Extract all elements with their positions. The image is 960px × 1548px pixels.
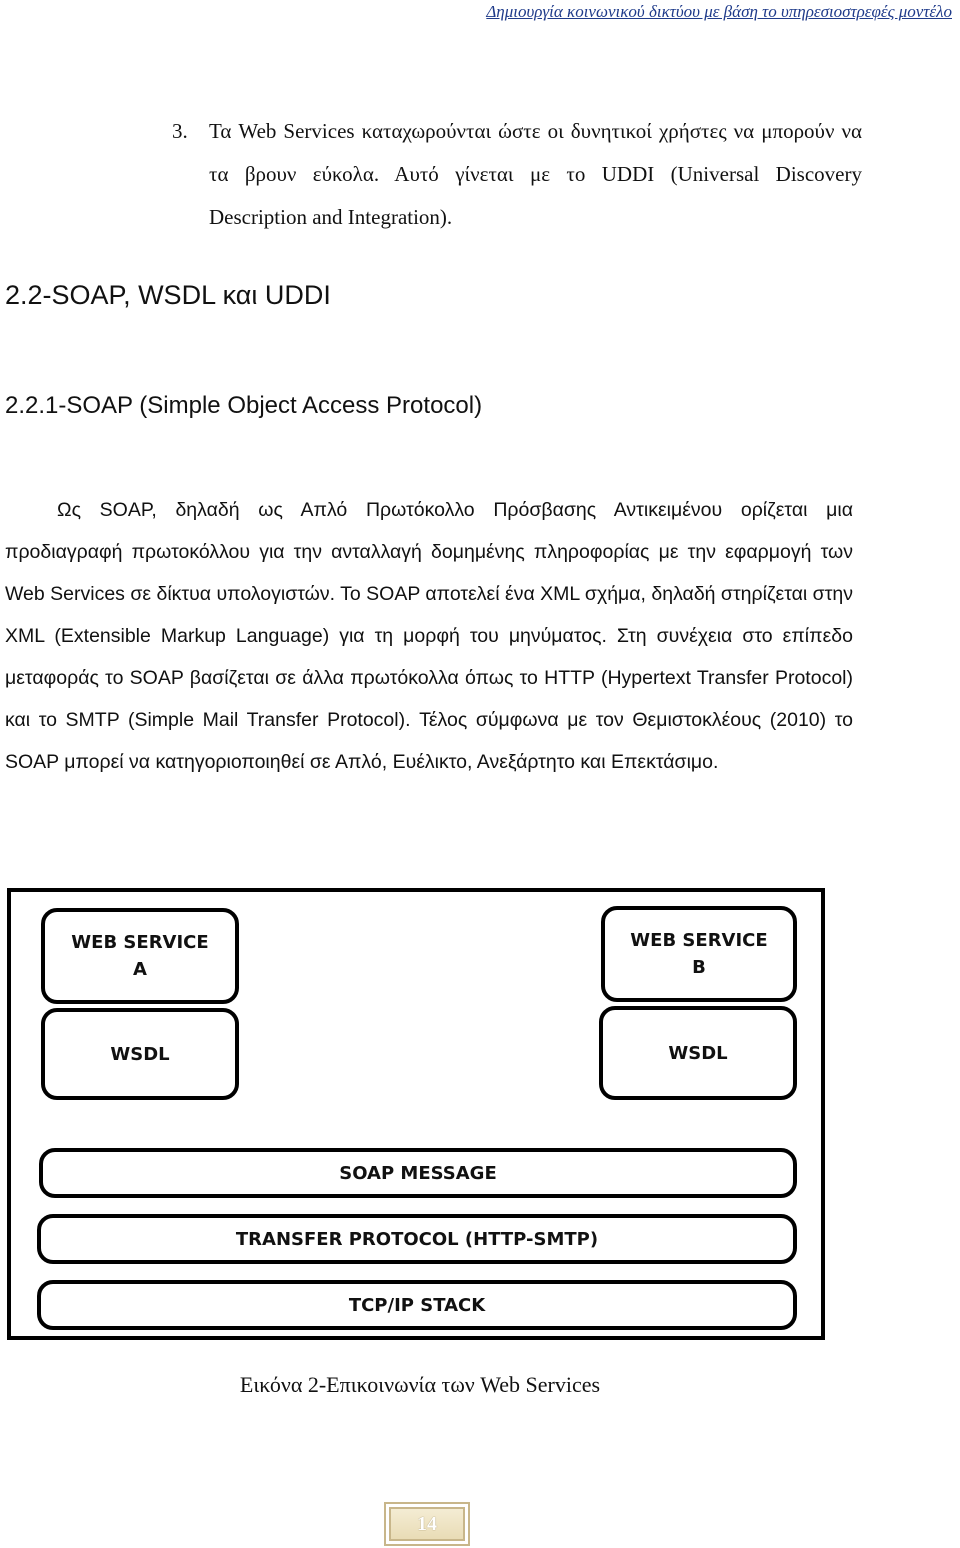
body-paragraph-text: Ως SOAP, δηλαδή ως Απλό Πρωτόκολλο Πρόσβασης Αντικειμένου ορίζεται μια προδιαγραφή πρωτοκόλλου για την ανταλλαγή δομημένης πληροφορίας με την εφαρμογή των Web Services σε δίκτυα υπολογιστών. Το SOAP αποτελεί ένα XML σχήμα, δηλαδή στηρίζεται στην XML (Extensible Markup Language) για τη μορφή του μηνύματος. Στη συνέχεια στο επίπεδο μεταφοράς το SOAP βασίζεται σε άλλα πρωτόκολλα όπως το HTTP (Hypertext Transfer Protocol) και το SMTP (Simple Mail Transfer Protocol). Τέλος σύμφωνα με τον Θεμιστοκλέους (2010) το SOAP μπορεί να κατηγοριοποιηθεί σε Απλό, Ευέλικτο, Ανεξάρτητο και Επεκτάσιμο. xyxy=(5,499,854,773)
list-item-text: Τα Web Services καταχωρούνται ώστε οι δυνητικοί χρήστες να μπορούν να τα βρουν εύκολα. Αυτό γίνεται με το UDDI (Universal Discovery Description and Integration). xyxy=(209,119,862,229)
web-service-b-box xyxy=(601,906,797,1002)
list-item xyxy=(172,110,862,239)
wsdl-a-box xyxy=(41,1008,239,1100)
wsdl-a-label: WSDL xyxy=(110,1043,170,1065)
soap-message-label: SOAP MESSAGE xyxy=(339,1162,497,1184)
soap-message-box xyxy=(39,1148,797,1198)
figure-caption: Εικόνα 2-Επικοινωνία των Web Services xyxy=(239,1372,601,1397)
section-heading: 2.2-SOAP, WSDL και UDDI xyxy=(5,280,331,310)
wsdl-b-box xyxy=(599,1006,797,1100)
tcp-ip-stack-label: TCP/IP STACK xyxy=(348,1294,486,1316)
web-services-diagram xyxy=(7,888,825,1340)
list-item-number: 3. xyxy=(172,119,188,143)
web-service-b-letter: B xyxy=(692,957,706,978)
transfer-protocol-label: TRANSFER PROTOCOL (HTTP-SMTP) xyxy=(235,1228,599,1250)
web-service-b-label: WEB SERVICE xyxy=(630,930,768,951)
body-paragraph xyxy=(5,489,853,783)
running-header: Δημιουργία κοινωνικού δικτύου με βάση το υπηρεσιοστρεφές μοντέλο xyxy=(486,2,952,21)
subsection-heading: 2.2.1-SOAP (Simple Object Access Protocol) xyxy=(5,392,483,419)
web-service-a-letter: A xyxy=(133,959,147,980)
tcp-ip-stack-box xyxy=(37,1280,797,1330)
transfer-protocol-box xyxy=(37,1214,797,1264)
web-service-a-box xyxy=(41,908,239,1004)
page-number: 14 xyxy=(389,1507,465,1541)
web-service-a-label: WEB SERVICE xyxy=(71,932,209,953)
page-number-badge xyxy=(384,1502,470,1546)
wsdl-b-label: WSDL xyxy=(668,1042,728,1064)
